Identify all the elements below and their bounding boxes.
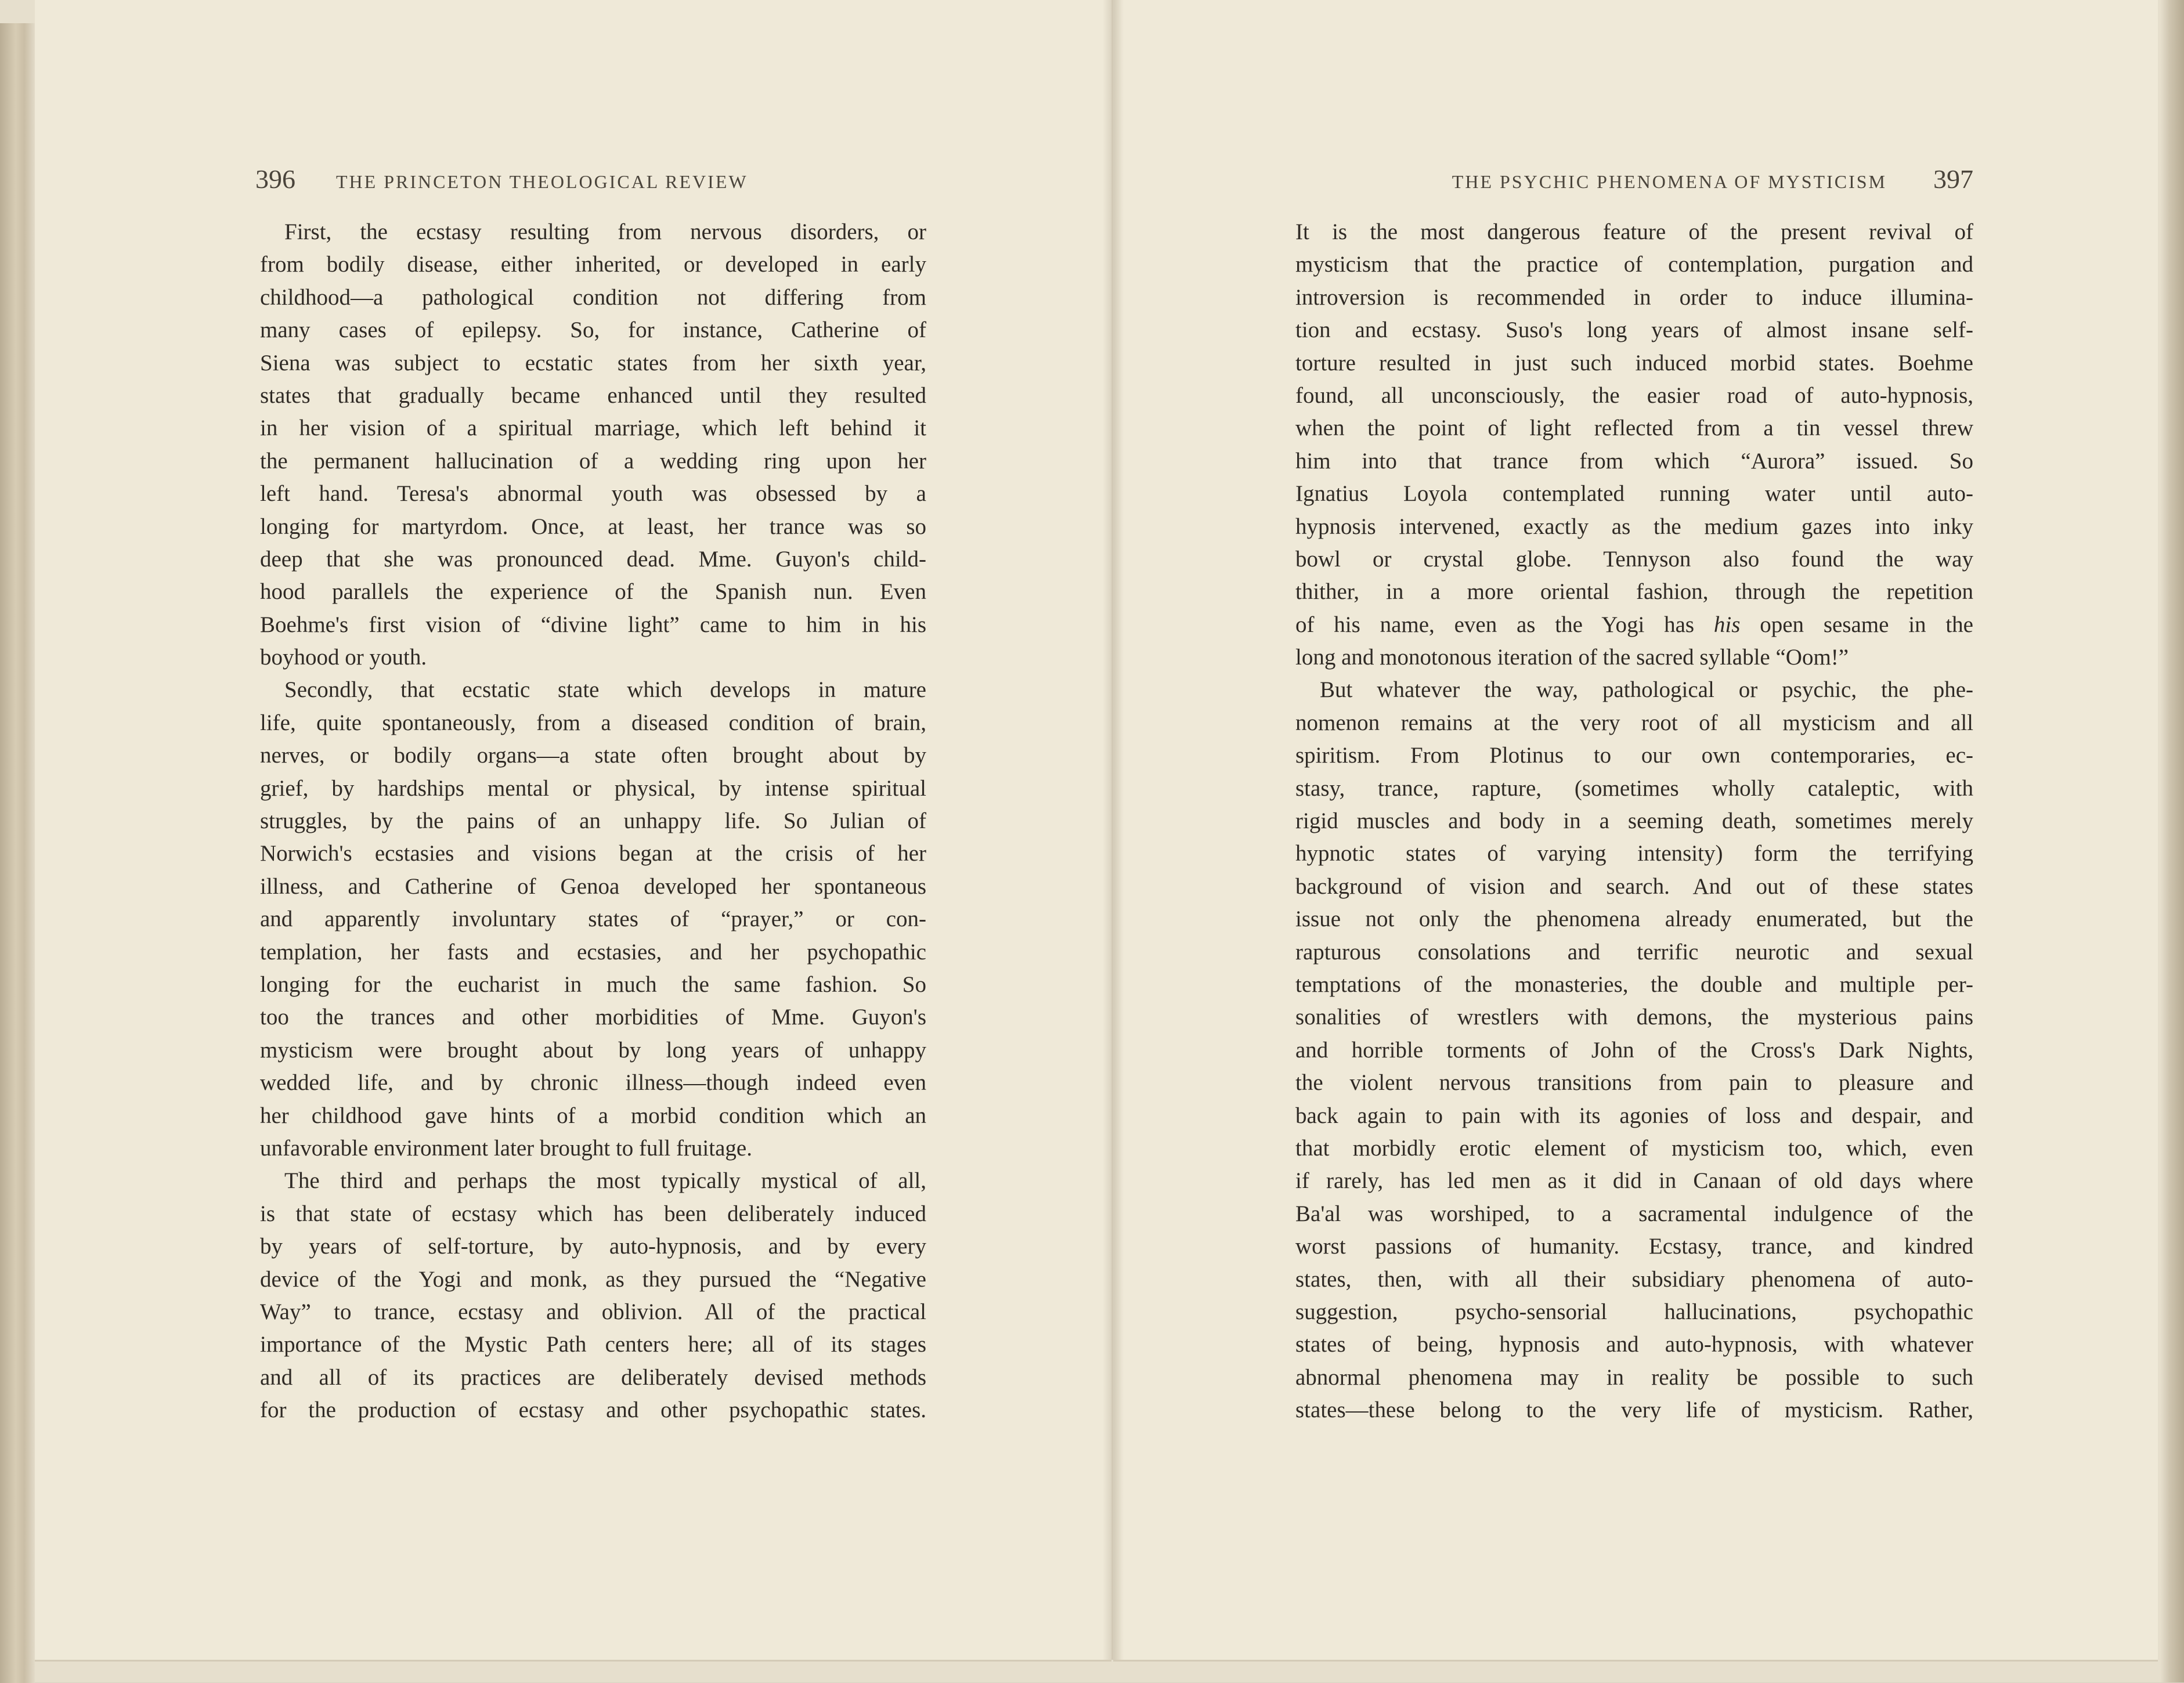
text-line: templation, her fasts and ecstasies, and her psychopathic (260, 939, 926, 965)
text-line: if rarely, has led men as it did in Canaan of old days where (1295, 1168, 1973, 1194)
text-line: stasy, trance, rapture, (sometimes wholly cataleptic, with (1295, 775, 1973, 801)
text-line: Siena was subject to ecstatic states from her sixth year, (260, 350, 926, 375)
book-gutter (1103, 0, 1124, 1660)
text-line: by years of self-torture, by auto-hypnosis, and by every (260, 1234, 926, 1259)
text-line: spiritism. From Plotinus to our own contemporaries, ec- (1295, 743, 1973, 768)
text-line: the violent nervous transitions from pain to pleasure and (1295, 1070, 1973, 1096)
text-line: hood parallels the experience of the Spanish nun. Even (260, 579, 926, 605)
text-line: It is the most dangerous feature of the present revival of (1295, 219, 1973, 244)
left-page-number: 396 (255, 164, 295, 194)
text-line: bowl or crystal globe. Tennyson also found the way (1295, 546, 1973, 572)
text-line: and apparently involuntary states of “prayer,” or con- (260, 906, 926, 932)
text-line: hypnotic states of varying intensity) form the terrifying (1295, 841, 1973, 866)
text-line: sonalities of wrestlers with demons, the mysterious pains (1295, 1005, 1973, 1030)
text-line: But whatever the way, pathological or psychic, the phe- (1320, 677, 1973, 703)
text-line: deep that she was pronounced dead. Mme. Guyon's child- (260, 546, 926, 572)
text-segment: of his name, even as the Yogi has (1295, 612, 1695, 637)
left-running-title: THE PRINCETON THEOLOGICAL REVIEW (336, 171, 748, 192)
text-line: and horrible torments of John of the Cross's Dark Nights, (1295, 1037, 1973, 1063)
text-line: mysticism that the practice of contemplation, purgation and (1295, 252, 1973, 277)
text-line: too the trances and other morbidities of Mme. Guyon's (260, 1005, 926, 1030)
text-line: torture resulted in just such induced morbid states. Boehme (1295, 350, 1973, 375)
right-running-head (1393, 164, 1973, 198)
right-page-number: 397 (1933, 164, 1973, 194)
text-line: back again to pain with its agonies of loss and despair, and (1295, 1103, 1973, 1128)
text-line: is that state of ecstasy which has been deliberately induced (260, 1201, 926, 1226)
text-line: importance of the Mystic Path centers here; all of its stages (260, 1332, 926, 1357)
text-line: wedded life, and by chronic illness—though indeed even (260, 1070, 926, 1096)
text-line: the permanent hallucination of a wedding ring upon her (260, 448, 926, 474)
text-line: many cases of epilepsy. So, for instance, Catherine of (260, 317, 926, 343)
text-line: left hand. Teresa's abnormal youth was obsessed by a (260, 481, 926, 507)
text-line: hypnosis intervened, exactly as the medium gazes into inky (1295, 514, 1973, 539)
text-line: illness, and Catherine of Genoa developed her spontaneous (260, 873, 926, 899)
text-line: boyhood or youth. (260, 645, 427, 670)
right-body-text (1295, 216, 1973, 1426)
text-line: grief, by hardships mental or physical, by intense spiritual (260, 775, 926, 801)
text-line: Boehme's first vision of “divine light” came to him in his (260, 612, 926, 637)
left-running-head (255, 164, 929, 198)
text-line: childhood—a pathological condition not differing from (260, 284, 926, 310)
text-line: longing for martyrdom. Once, at least, her trance was so (260, 514, 926, 539)
text-line: and all of its practices are deliberately devised methods (260, 1364, 926, 1390)
text-line: nomenon remains at the very root of all mysticism and all (1295, 710, 1973, 735)
text-line: introversion is recommended in order to induce illumina- (1295, 284, 1973, 310)
page-stack-right-edge (2160, 0, 2184, 1682)
text-line: suggestion, psycho-sensorial hallucinations, psychopathic (1295, 1299, 1973, 1324)
text-line: that morbidly erotic element of mysticism too, which, even (1295, 1135, 1973, 1161)
text-line: mysticism were brought about by long years of unhappy (260, 1037, 926, 1063)
text-line: background of vision and search. And out of these states (1295, 873, 1973, 899)
text-line: tion and ecstasy. Suso's long years of almost insane self- (1295, 317, 1973, 343)
text-line: her childhood gave hints of a morbid condition which an (260, 1103, 926, 1128)
page-stack-left-edge (0, 23, 35, 1683)
text-line: for the production of ecstasy and other psychopathic states. (260, 1397, 926, 1423)
text-line: First, the ecstasy resulting from nervous disorders, or (284, 219, 926, 244)
text-line: rapturous consolations and terrific neurotic and sexual (1295, 939, 1973, 965)
text-line: Way” to trance, ecstasy and oblivion. All of the practical (260, 1299, 926, 1324)
text-line: unfavorable environment later brought to full fruitage. (260, 1135, 752, 1161)
text-line: thither, in a more oriental fashion, through the repetition (1295, 579, 1973, 605)
right-running-title: THE PSYCHIC PHENOMENA OF MYSTICISM (1452, 171, 1887, 192)
text-line: issue not only the phenomena already enumerated, but the (1295, 906, 1973, 932)
text-line: rigid muscles and body in a seeming death, sometimes merely (1295, 808, 1973, 834)
italic-word: his (1713, 612, 1741, 637)
text-line: device of the Yogi and monk, as they pursued the “Negative (260, 1266, 926, 1292)
text-line: nerves, or bodily organs—a state often brought about by (260, 743, 926, 768)
text-line: longing for the eucharist in much the same fashion. So (260, 971, 926, 997)
text-line: states, then, with all their subsidiary phenomena of auto- (1295, 1266, 1973, 1292)
text-line: states of being, hypnosis and auto-hypnosis, with whatever (1295, 1332, 1973, 1357)
text-line: Ba'al was worshiped, to a sacramental indulgence of the (1295, 1201, 1973, 1226)
text-line: struggles, by the pains of an unhappy life. So Julian of (260, 808, 926, 834)
text-line: Secondly, that ecstatic state which develops in mature (284, 677, 926, 703)
text-line: him into that trance from which “Aurora” issued. So (1295, 448, 1973, 474)
text-line: in her vision of a spiritual marriage, which left behind it (260, 416, 926, 441)
text-line: found, all unconsciously, the easier road of auto-hypnosis, (1295, 382, 1973, 408)
text-line: when the point of light reflected from a tin vessel threw (1295, 416, 1973, 441)
text-line: worst passions of humanity. Ecstasy, trance, and kindred (1295, 1234, 1973, 1259)
text-line: temptations of the monasteries, the double and multiple per- (1295, 971, 1973, 997)
text-segment: open sesame in the (1760, 612, 1973, 637)
text-line: The third and perhaps the most typically mystical of all, (284, 1168, 926, 1194)
text-line: long and monotonous iteration of the sacred syllable “Oom!” (1295, 645, 1849, 670)
text-line: states that gradually became enhanced until they resulted (260, 382, 926, 408)
text-line: states—these belong to the very life of mysticism. Rather, (1295, 1397, 1973, 1423)
text-line: Ignatius Loyola contemplated running water until auto- (1295, 481, 1973, 507)
text-line: Norwich's ecstasies and visions began at the crisis of her (260, 841, 926, 866)
text-line: abnormal phenomena may in reality be possible to such (1295, 1364, 1973, 1390)
left-body-text (260, 216, 926, 1426)
text-line (1295, 609, 1973, 641)
text-line: from bodily disease, either inherited, or developed in early (260, 252, 926, 277)
text-line: life, quite spontaneously, from a diseased condition of brain, (260, 710, 926, 735)
